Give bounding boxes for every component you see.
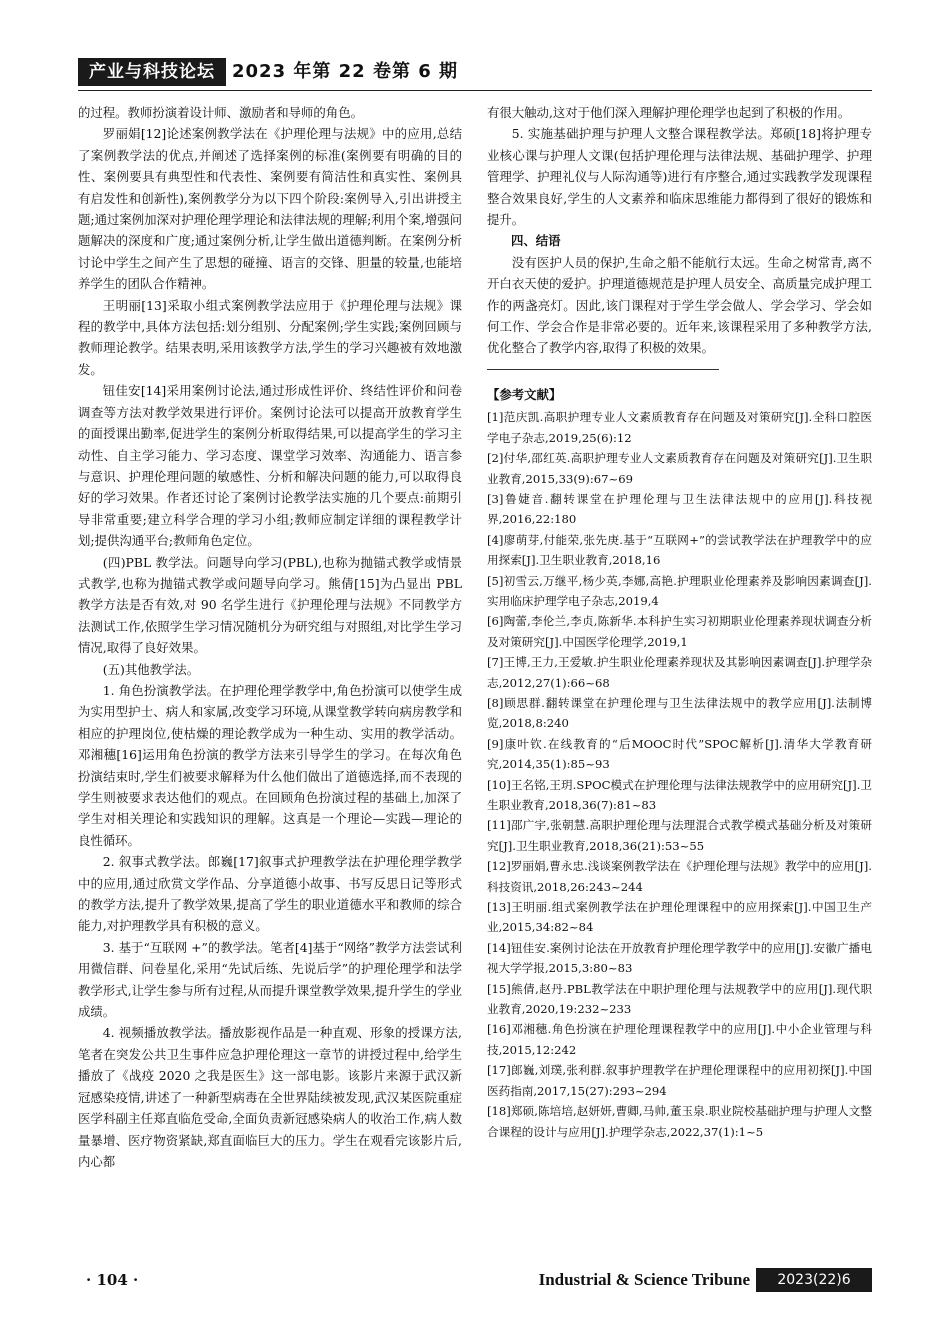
- paragraph: 王明丽[13]采取小组式案例教学法应用于《护理伦理与法规》课程的教学中,具体方法包括:划分组别、分配案例;学生实践;案例回顾与教师理论教学。结果表明,采用该教学方法,学生的学习兴趣被有效地激发。: [78, 297, 462, 377]
- reference-item: [7]王博,王力,王爱敏.护生职业伦理素养现状及其影响因素调查[J].护理学杂志,2012,27(1):66~68: [487, 655, 872, 690]
- paragraph: 的过程。教师扮演着设计师、激励者和导师的角色。: [78, 105, 363, 120]
- reference-item: [14]钮佳安.案例讨论法在开放教育护理伦理学教学中的应用[J].安徽广播电视大学学报,2015,3:80~83: [487, 940, 872, 976]
- section-heading: 四、结语: [511, 233, 561, 249]
- reference-item: [13]王明丽.组式案例教学法在护理伦理课程中的应用探索[J].中国卫生产业,2015,34:82~84: [487, 900, 872, 935]
- journal-name: 产业与科技论坛: [78, 58, 226, 86]
- reference-item: [18]郑硕,陈培培,赵妍妍,曹卿,马帅,董玉泉.职业院校基础护理与护理人文整合课程的设计与应用[J].护理学杂志,2022,37(1):1~5: [487, 1104, 872, 1139]
- reference-item: [6]陶蕾,李伦兰,李贞,陈新华.本科护生实习初期职业伦理素养现状调查分析及对策研究[J].中国医学伦理学,2019,1: [487, 614, 872, 649]
- reference-item: [4]廖萌芽,付能荣,张先庚.基于“互联网+”的尝试教学法在护理教学中的应用探索[J].卫生职业教育,2018,16: [487, 532, 872, 568]
- paragraph: 4. 视频播放教学法。播放影视作品是一种直观、形象的授课方法,笔者在突发公共卫生事件应急护理伦理这一章节的讲授过程中,给学生播放了《战疫 2020 之我是医生》这一部电影。该影片来源于武汉新冠感染疫情,讲述了一种新型病毒在全世界陆续被发现,武汉某医院重症医学科副主任郑直临危受命,全面负责新冠感染病人的收治工作,病人数量暴增、医疗物资紧缺,郑直面临巨大的压力。学生在观看完该影片后,内心都: [78, 1025, 462, 1169]
- paragraph: (四)PBL 教学法。问题导向学习(PBL),也称为抛锚式教学或情景式教学,也称为抛锚式教学或问题导向学习。熊倩[15]为凸显出 PBL 教学方法是否有效,对 90 名学生进行《护理伦理与法规》不同教学方法测试工作,依照学生学习情况随机分为研究组与对照组,对比学生学习情况,取得了良好效果。: [78, 554, 462, 656]
- references-list: [487, 407, 872, 1142]
- reference-item: [2]付华,邵红英.高职护理专业人文素质教育存在问题及对策研究[J].卫生职业教育,2015,33(9):67~69: [487, 451, 872, 486]
- reference-item: [12]罗丽娟,曹永忠.浅谈案例教学法在《护理伦理与法规》教学中的应用[J].科技资讯,2018,26:243~244: [487, 859, 872, 894]
- paragraph: 罗丽娟[12]论述案例教学法在《护理伦理与法规》中的应用,总结了案例教学法的优点,并阐述了选择案例的标准(案例要有明确的目的性、案例要具有典型性和代表性、案例要有简洁性和真实性、案例具有启发性和创新性),案例教学分为以下四个阶段:案例导入,引出讲授主题;通过案例加深对护理伦理学理论和法律法规的理解;利用个案,增强问题解决的深度和广度;通过案例分析,让学生做出道德判断。在案例分析讨论中学生之间产生了思想的碰撞、语言的交锋、胆量的较量,也能培养学生的团队合作精神。: [78, 126, 463, 292]
- reference-item: [15]熊倩,赵丹.PBL教学法在中职护理伦理与法规教学中的应用[J].现代职业教育,2020,19:232~233: [487, 981, 872, 1017]
- paragraph: 没有医护人员的保护,生命之船不能航行太远。生命之树常青,离不开白衣天使的爱护。护理道德规范是护理人员安全、高质量完成护理工作的两盏亮灯。因此,该门课程对于学生学会做人、学会学习、学会如何工作、学会合作是非常必要的。近年来,该课程采用了多种教学方法,优化整合了教学内容,取得了积极的效果。: [487, 254, 872, 356]
- paragraph: (五)其他教学法。: [102, 661, 200, 677]
- page-header: [78, 58, 872, 86]
- header-rule: [78, 90, 872, 91]
- paragraph: 有很大触动,这对于他们深入理解护理伦理学也起到了积极的作用。: [487, 105, 851, 120]
- journal-english-name: Industrial & Science Tribune: [538, 1270, 750, 1289]
- reference-item: [1]范庆凯.高职护理专业人文素质教育存在问题及对策研究[J].全科口腔医学电子杂志,2019,25(6):12: [487, 410, 872, 445]
- reference-item: [8]顾思群.翻转课堂在护理伦理与卫生法律法规中的教学应用[J].法制博览,2018,8:240: [487, 695, 872, 731]
- left-column: [78, 102, 462, 1172]
- page-number: · 104 ·: [86, 1271, 139, 1289]
- divider: [487, 369, 719, 370]
- paragraph: 钮佳安[14]采用案例讨论法,通过形成性评价、终结性评价和问卷调查等方法对教学效果进行评价。案例讨论法可以提高开放教育学生的面授课出勤率,促进学生的案例分析取得结果,可以提高学生的学习主动性、自主学习能力、学习态度、课堂学习效率、沟通能力、语言参与意识、护理伦理问题的敏感性、分析和解决问题的能力,可以取得良好的学习效果。作者还讨论了案例讨论教学法实施的几个要点:前期引导非常重要;建立科学合理的学习小组;教师应制定详细的课程教学计划;提供沟通平台;教师角色定位。: [78, 383, 462, 549]
- issue-label: 2023 年第 22 卷第 6 期: [232, 61, 459, 82]
- reference-item: [17]郎巍,刘璞,张利群.叙事护理教学在护理伦理课程中的应用初探[J].中国医药指南,2017,15(27):293~294: [487, 1063, 872, 1098]
- paragraph: 3. 基于“互联网 +”的教学法。笔者[4]基于“网络”教学方法尝试利用微信群、问卷星化,采用“先试后练、先说后学”的护理伦理学和法学教学形式,让学生参与所有过程,从而提升课堂教学效果,提升学生的学业成绩。: [78, 939, 462, 1020]
- reference-item: [5]初雪云,万继平,杨少英,李娜,高艳.护理职业伦理素养及影响因素调查[J].实用临床护理学电子杂志,2019,4: [487, 573, 872, 608]
- footer-issue-badge: 2023(22)6: [756, 1268, 872, 1292]
- reference-item: [11]邵广宇,张朝慧.高职护理伦理与法理混合式教学模式基础分析及对策研究[J].卫生职业教育,2018,36(21):53~55: [487, 818, 872, 853]
- reference-item: [10]王名铭,王玥.SPOC模式在护理伦理与法律法规教学中的应用研究[J].卫生职业教育,2018,36(7):81~83: [487, 777, 872, 812]
- references-heading: 【参考文献】: [487, 386, 562, 402]
- paragraph: 2. 叙事式教学法。郎巍[17]叙事式护理教学法在护理伦理学教学中的应用,通过欣赏文学作品、分享道德小故事、书写反思日记等形式的教学方法,提升了教学效果,提高了学生的职业道德水平和教师的综合能力,对护理教学具有积极的意义。: [78, 854, 462, 934]
- paragraph: 1. 角色扮演教学法。在护理伦理学教学中,角色扮演可以使学生成为实用型护士、病人和家属,改变学习环境,从课堂教学转向病房教学和相应的护理岗位,使枯燥的理论教学成为一种生动、实用的教学活动。邓湘穗[16]运用角色扮演的教学方法来引导学生的学习。在每次角色扮演结束时,学生们被要求解释为什么他们做出了道德选择,而不表现的学生则被要求表达他们的观点。在回顾角色扮演过程的基础上,加深了学生对相关理论和实践知识的理解。这真是一个理论—实践—理论的良性循环。: [78, 682, 462, 848]
- paragraph: 5. 实施基础护理与护理人文整合课程教学法。郑硕[18]将护理专业核心课与护理人文课(包括护理伦理与法律法规、基础护理学、护理管理学、护理礼仪与人际沟通等)进行有序整合,通过实践教学发现课程整合效果良好,学生的人文素养和临床思维能力都得到了很好的锻炼和提升。: [487, 126, 872, 228]
- right-column: [487, 102, 872, 1142]
- page-footer: [78, 1266, 872, 1294]
- reference-item: [16]邓湘穗.角色扮演在护理伦理课程教学中的应用[J].中小企业管理与科技,2015,12:242: [487, 1022, 872, 1057]
- reference-item: [3]鲁婕音.翻转课堂在护理伦理与卫生法律法规中的应用[J].科技视界,2016,22:180: [487, 491, 872, 527]
- reference-item: [9]康叶钦.在线教育的“后MOOC时代”SPOC解析[J].清华大学教育研究,2014,35(1):85~93: [487, 736, 872, 772]
